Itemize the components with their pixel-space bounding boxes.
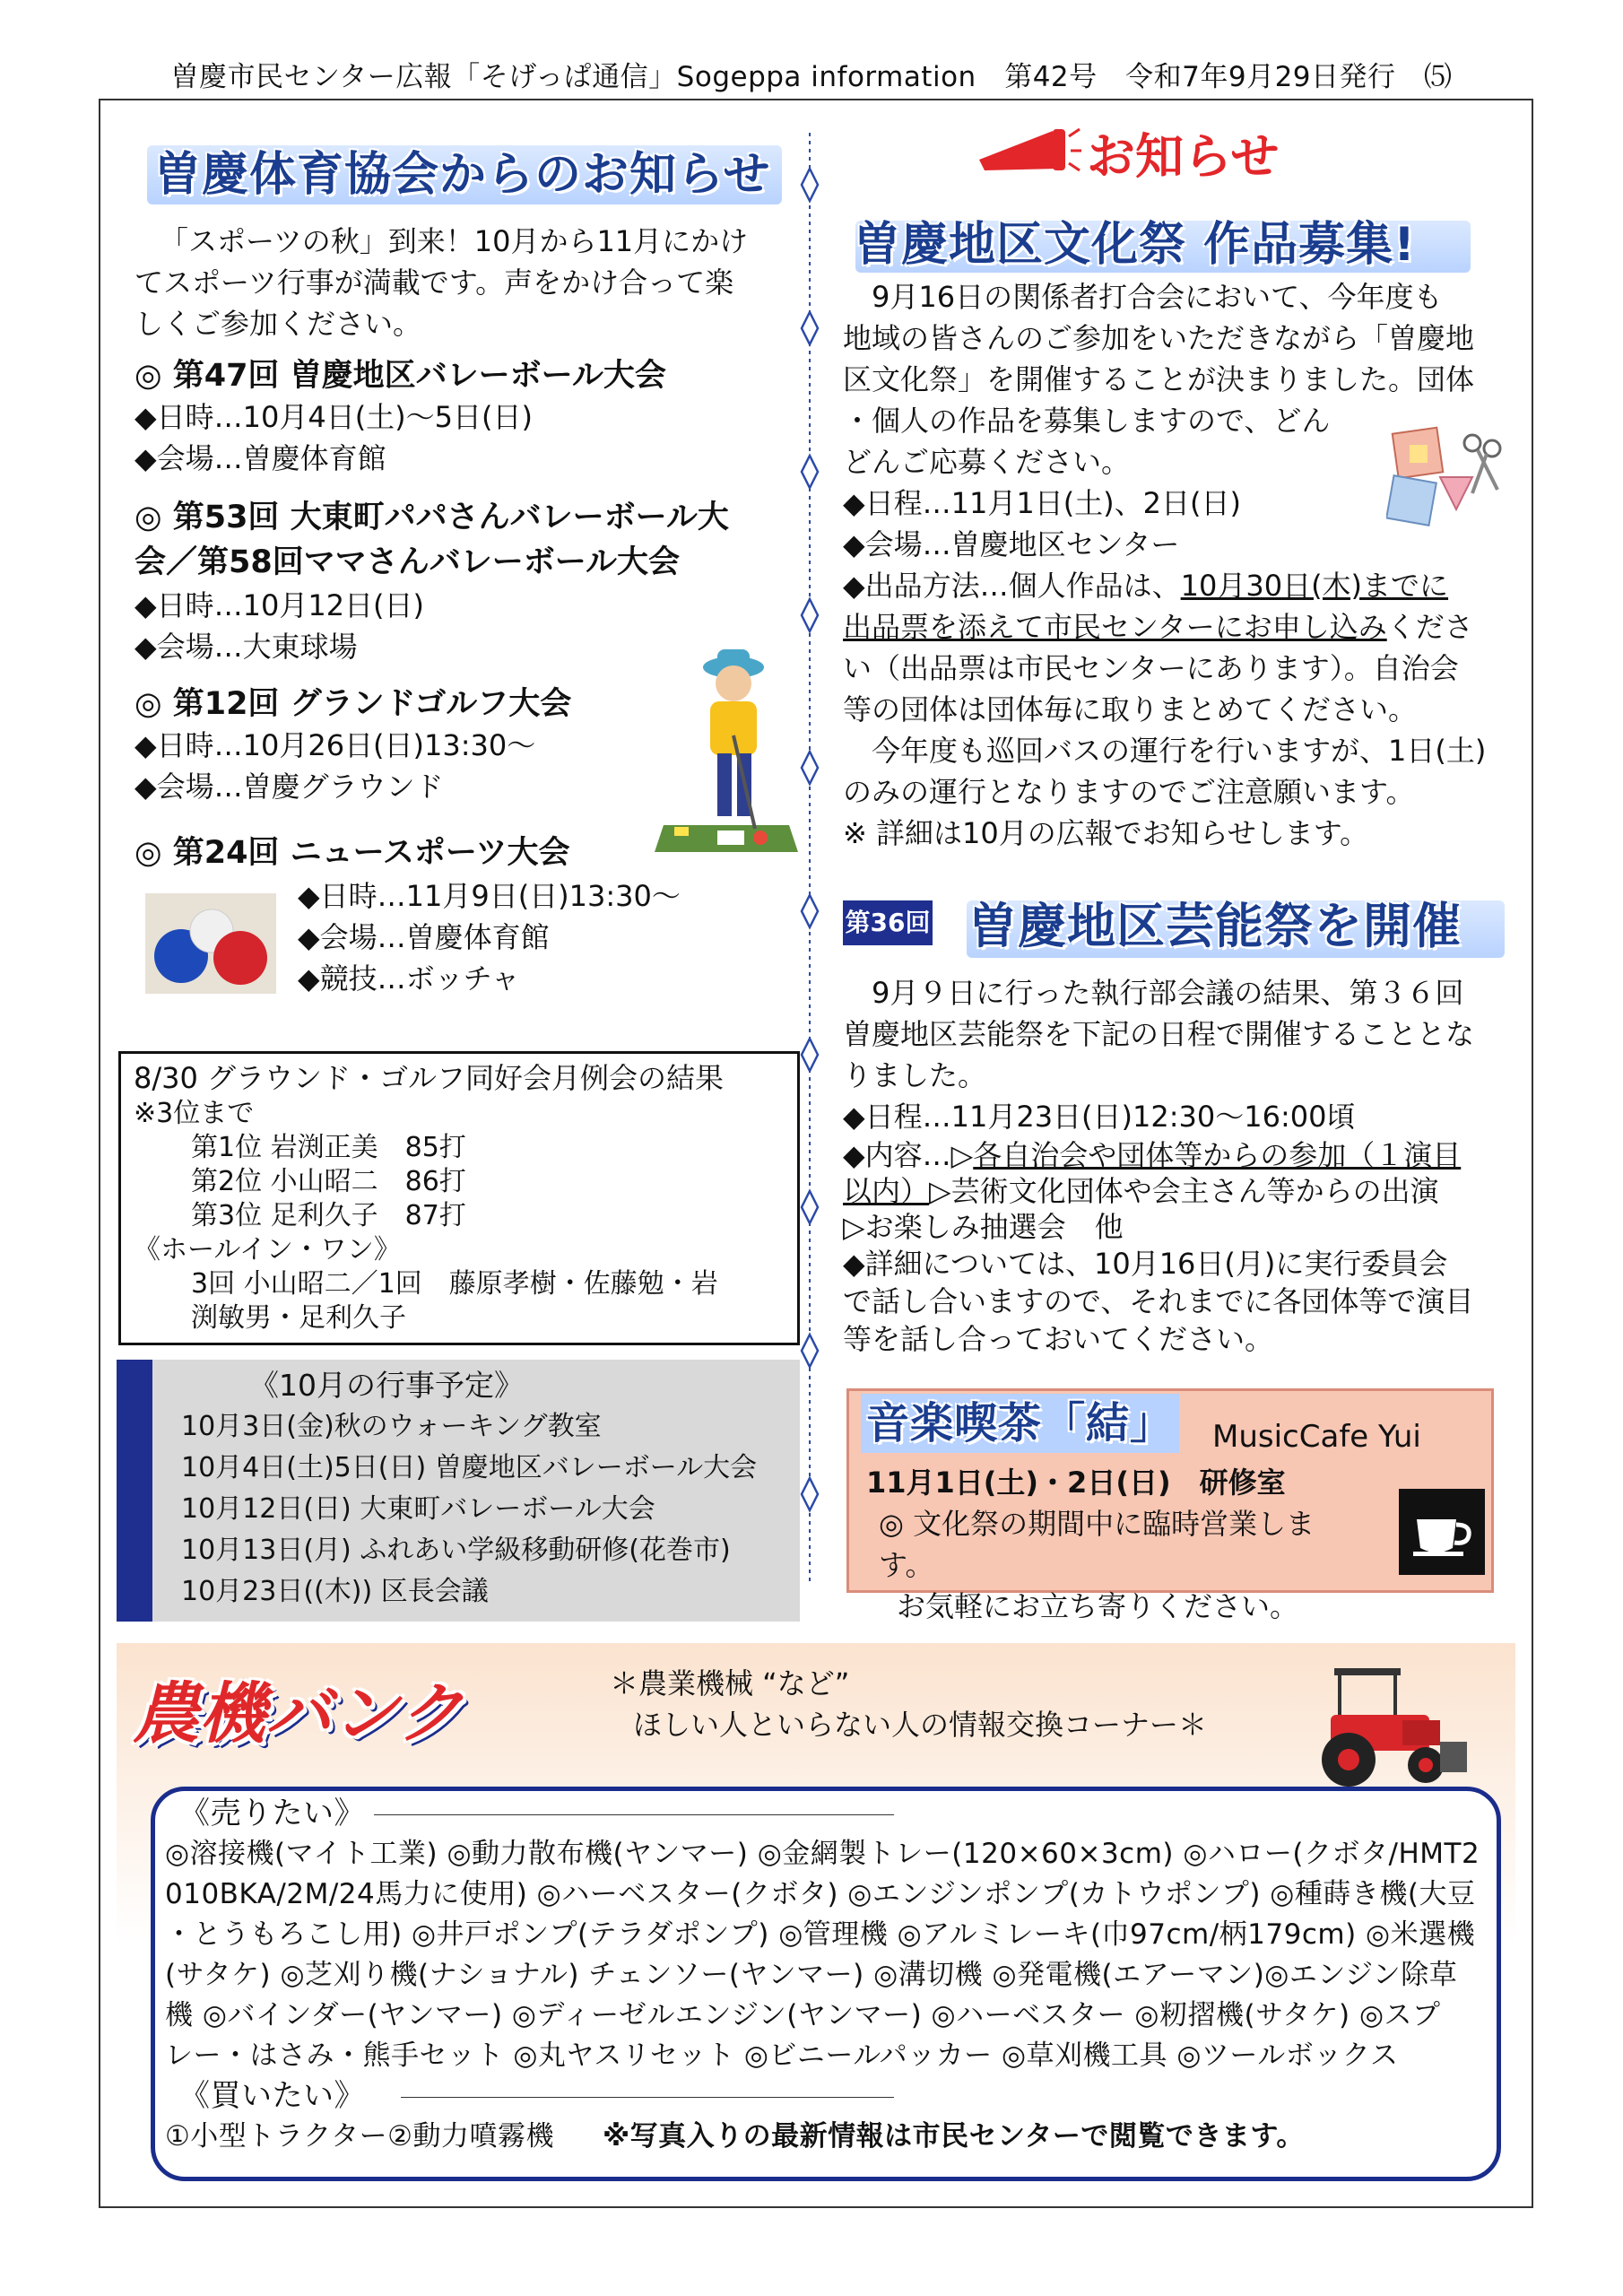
arts-title: 曽慶地区芸能祭を開催 [968, 898, 1462, 954]
event-title-cont: 会／第58回ママさんバレーボール大会 [135, 544, 681, 580]
culture-text: どんご応募ください。 [843, 445, 1131, 479]
schedule-title: 《10月の行事予定》 [249, 1368, 524, 1403]
farm-bank-tagline [610, 1663, 1207, 1745]
boccia-balls-photo [145, 893, 276, 994]
event-title: ◎ 第24回 ニュースポーツ大会 [135, 835, 570, 871]
arts-text: 9月９日に行った執行部会議の結果、第３６回 [872, 976, 1464, 1010]
arts-content: 各自治会や団体等からの参加（１演目 [973, 1138, 1462, 1172]
culture-method-label: ◆出品方法…個人作品は、 [843, 569, 1181, 603]
event-ground-golf [135, 683, 708, 807]
event-date: ◆日時…11月9日(日)13:30～ [298, 879, 681, 913]
coffee-cup-icon [1399, 1489, 1485, 1575]
sports-intro-1: 「スポーツの秋」到来！10月から11月にかけ [160, 224, 749, 258]
arts-section [843, 972, 1506, 1358]
culture-venue: ◆会場…曽慶地区センター [843, 527, 1180, 561]
arts-text: りました。 [843, 1058, 987, 1092]
sell-item-line: 010BKA/2M/24馬力に使用) ◎ハーベスター(クボタ) ◎エンジンポンプ(カトウポンプ) ◎種蒔き機(大豆 [165, 1878, 1476, 1910]
results-note: ※3位まで [134, 1098, 255, 1129]
culture-text: 9月16日の関係者打合会において、今年度も [872, 280, 1443, 314]
culture-bus: 今年度も巡回バスの運行を行いますが、1日(土) [872, 734, 1487, 768]
megaphone-icon [976, 124, 1083, 179]
sports-section [135, 221, 798, 344]
culture-text: 区文化祭」を開催することが決まりました。団体 [843, 362, 1475, 396]
farm-bank-title: 農機バンク [133, 1675, 464, 1752]
culture-section [843, 276, 1506, 854]
arts-details: で話し合いますので、それまでに各団体等で演目 [843, 1284, 1474, 1318]
event-date: ◆日時…10月26日(日)13:30～ [135, 728, 536, 762]
schedule-item: 10月12日(日) 大東町バレーボール大会 [181, 1493, 655, 1525]
buy-items: ①小型トラクター②動力噴霧機 [165, 2120, 554, 2152]
event-venue: ◆会場…曽慶体育館 [298, 920, 550, 954]
farm-tagline-2: ほしい人といらない人の情報交換コーナー＊ [633, 1708, 1208, 1742]
event-venue: ◆会場…大東球場 [135, 630, 358, 664]
sports-intro-3: しくご参加ください。 [135, 307, 422, 341]
sell-item-line: レー・はさみ・熊手セット ◎丸ヤスリセット ◎ビニールパッカー ◎草刈機工具 ◎ツールボックス [165, 2039, 1399, 2072]
arts-content: ▷お楽しみ抽選会 他 [843, 1210, 1124, 1244]
arts-text: 曽慶地区芸能祭を下記の日程で開催することとな [843, 1017, 1475, 1051]
sell-item-line: ◎溶接機(マイト工業) ◎動力散布機(ヤンマー) ◎金網製トレー(120×60×3cm) ◎ハロー(クボタ/HMT2 [165, 1838, 1480, 1870]
arts-content-label: ◆内容…▷ [843, 1138, 974, 1172]
hole-in-one-title: 《ホールイン・ワン》 [134, 1234, 401, 1265]
farm-sell-list [165, 1794, 1492, 2157]
culture-text: ・個人の作品を募集しますので、どん [843, 404, 1331, 438]
event-title: ◎ 第12回 グランドゴルフ大会 [135, 686, 572, 722]
results-row: 第1位 岩渕正美 85打 [191, 1132, 466, 1163]
culture-deadline: 10月30日(木)までに [1180, 569, 1449, 603]
event-competition: ◆競技…ボッチャ [298, 961, 520, 996]
golf-results-box [118, 1051, 800, 1345]
event-venue: ◆会場…曽慶グラウンド [135, 770, 444, 804]
sell-item-line: 機 ◎バインダー(ヤンマー) ◎ディーゼルエンジン(ヤンマー) ◎ハーベスター ◎籾摺機(サタケ) ◎スプ [165, 1999, 1441, 2031]
cafe-subtitle: MusicCafe Yui [1212, 1419, 1421, 1455]
cafe-text: ◎ 文化祭の期間中に臨時営業します。 [879, 1507, 1315, 1582]
schedule-item: 10月23日((木)) 区長会議 [181, 1576, 489, 1607]
sell-item-line: (サタケ) ◎芝刈り機(ナショナル) チェンソー(ヤンマー) ◎溝切機 ◎発電機(エアーマン)◎エンジン除草 [165, 1959, 1458, 1991]
arts-date: ◆日程…11月23日(日)12:30～16:00頃 [843, 1100, 1356, 1134]
event-date: ◆日時…10月4日(土)～5日(日) [135, 400, 533, 434]
arts-content: ▷芸術文化団体や会主さん等からの出演 [929, 1174, 1439, 1208]
schedule-accent-bar [117, 1360, 152, 1622]
results-title: 8/30 グラウンド・ゴルフ同好会月例会の結果 [134, 1061, 725, 1095]
sell-item-line: ・とうもろこし用) ◎井戸ポンプ(テラダポンプ) ◎管理機 ◎アルミレーキ(巾97cm/柄179cm) ◎米選機 [165, 1918, 1476, 1951]
arts-content: 以内） [843, 1174, 930, 1208]
event-venue: ◆会場…曽慶体育館 [135, 441, 386, 475]
schedule-item: 10月3日(金)秋のウォーキング教室 [181, 1411, 602, 1442]
culture-text: 等の団体は団体毎に取りまとめてください。 [843, 692, 1418, 726]
hole-in-one-line: 3回 小山昭二／1回 藤原孝樹・佐藤勉・岩 [191, 1268, 718, 1300]
page-header: 曽慶市民センター広報「そげっぱ通信」Sogeppa information 第42号 令和7年9月29日発行 ⑸ [170, 61, 1453, 93]
arts-details: 等を話し合っておいてください。 [843, 1322, 1274, 1356]
event-date: ◆日時…10月12日(日) [135, 588, 425, 622]
cafe-title: 音楽喫茶「結」 [861, 1394, 1179, 1453]
buy-line [165, 2117, 1492, 2157]
buy-note: ※写真入りの最新情報は市民センターで閲覧できます。 [602, 2120, 1305, 2152]
sports-title: 曽慶体育協会からのお知らせ [154, 148, 771, 202]
tractor-illustration [1295, 1665, 1474, 1790]
schedule-item: 10月4日(土)5日(日) 曽慶地区バレーボール大会 [181, 1452, 758, 1483]
event-volleyball [135, 355, 798, 479]
event-title: ◎ 第53回 大東町パパさんバレーボール大 [135, 500, 729, 535]
farm-tagline-1: ＊農業機械 “など” [610, 1666, 850, 1700]
event-title: ◎ 第47回 曽慶地区バレーボール大会 [135, 358, 666, 394]
event-new-sports [135, 832, 798, 874]
results-row: 第3位 足利久子 87打 [191, 1200, 466, 1231]
results-row: 第2位 小山昭二 86打 [191, 1166, 466, 1197]
arts-details: ◆詳細については、10月16日(月)に実行委員会 [843, 1247, 1448, 1281]
cafe-text: お気軽にお立ち寄りください。 [897, 1589, 1299, 1623]
culture-date: ◆日程…11月1日(土)、2日(日) [843, 486, 1241, 520]
buy-label: 《買いたい》 [165, 2076, 1492, 2117]
quilt-scissors-illustration [1386, 423, 1506, 529]
culture-text: い（出品票は市民センターにあります）。自治会 [843, 651, 1459, 685]
culture-method-text: くださ [1386, 610, 1473, 644]
culture-note: ※ 詳細は10月の広報でお知らせします。 [843, 816, 1369, 850]
culture-bus: のみの運行となりますのでご注意願います。 [843, 775, 1415, 809]
culture-method [843, 565, 1506, 606]
sell-label: 《売りたい》 [165, 1794, 1492, 1834]
culture-title: 曽慶地区文化祭 作品募集! [854, 218, 1416, 272]
hole-in-one-line: 渕敏男・足利久子 [191, 1302, 406, 1334]
culture-text: 地域の皆さんのご参加をいただきながら「曽慶地 [843, 321, 1475, 355]
cafe-date: 11月1日(土)・2日(日) 研修室 [866, 1465, 1286, 1500]
ground-golf-illustration [655, 637, 807, 861]
culture-method-text: 出品票を添えて市民センターにお申し込み [843, 610, 1387, 644]
cafe-info [866, 1462, 1368, 1627]
schedule-item: 10月13日(月) ふれあい学級移動研修(花巻市) [181, 1535, 731, 1566]
october-schedule [170, 1365, 798, 1613]
arts-badge: 第36回 [843, 900, 933, 945]
sports-intro-2: てスポーツ行事が満載です。声をかけ合って楽 [135, 265, 734, 300]
notice-label: お知らせ [1087, 128, 1280, 185]
event-new-sports-details [298, 875, 800, 999]
